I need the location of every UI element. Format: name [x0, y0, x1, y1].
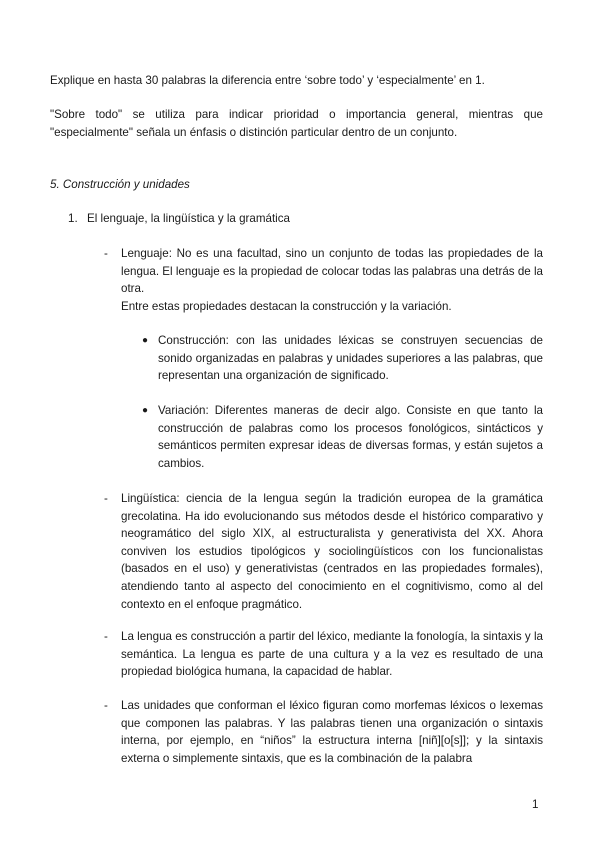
bullet-marker: ●: [142, 335, 149, 346]
dash-marker: -: [104, 492, 108, 505]
dash-marker: -: [104, 630, 108, 643]
question-text: Explique en hasta 30 palabras la diferencia entre ‘sobre todo’ y ‘especialmente’ en 1.: [50, 74, 485, 87]
lenguaje-properties: Entre estas propiedades destacan la construcción y la variación.: [121, 299, 452, 313]
bullet-marker: ●: [142, 405, 149, 416]
lenguaje-definition: Lenguaje: No es una facultad, sino un conjunto de todas las propiedades de la lengua. El lenguaje es la propiedad de colocar todas las palabras una detrás de la otra.: [121, 247, 543, 296]
list-number: 1.: [68, 212, 78, 225]
page-number: 1: [532, 798, 539, 811]
section-heading: 5. Construcción y unidades: [50, 178, 190, 191]
lenguaje-block: [121, 245, 543, 315]
list-item-heading: El lenguaje, la lingüística y la gramática: [87, 212, 290, 225]
dash-marker: -: [104, 699, 108, 712]
lengua-paragraph: La lengua es construcción a partir del léxico, mediante la fonología, la sintaxis y la semántica. La lengua es parte de una cultura y a la vez es resultado de una propiedad biológica humana, la capacidad de hablar.: [121, 630, 543, 679]
unidades-paragraph: Las unidades que conforman el léxico figuran como morfemas léxicos o lexemas que componen las palabras. Y las palabras tienen una organización o sintaxis interna, por ejemplo, en “niños” la estructura interna [niñ][o[s]]; y la sintaxis externa o simplemente sintaxis, que es la combinación de la palabra: [121, 699, 543, 765]
dash-marker: -: [104, 247, 108, 260]
bullet-variacion: Variación: Diferentes maneras de decir algo. Consiste en que tanto la construcción de palabras como los procesos fonológicos, sintácticos y semánticos permiten expresar ideas de diversas formas, y están sujetos a cambios.: [158, 404, 543, 470]
answer-paragraph: "Sobre todo" se utiliza para indicar prioridad o importancia general, mientras que "especialmente" señala un énfasis o distinción particular dentro de un conjunto.: [50, 108, 543, 139]
linguistica-paragraph: Lingüística: ciencia de la lengua según la tradición europea de la gramática grecolatina. Ha ido evolucionando sus métodos desde el histórico comparativo y neogramático del siglo XIX, al estructuralista y generativista del XX. Ahora conviven los estudios tipológicos y sociolingüísticos con los funcionalistas (basados en el uso) y generativistas (centrados en las propiedades formales), atendiendo tanto al aspecto del conocimiento en el cognitivismo, como al del contexto en el enfoque pragmático.: [121, 492, 543, 611]
bullet-construccion: Construcción: con las unidades léxicas se construyen secuencias de sonido organizadas en palabras y unidades superiores a las palabras, que representan una organización de significado.: [158, 334, 543, 383]
